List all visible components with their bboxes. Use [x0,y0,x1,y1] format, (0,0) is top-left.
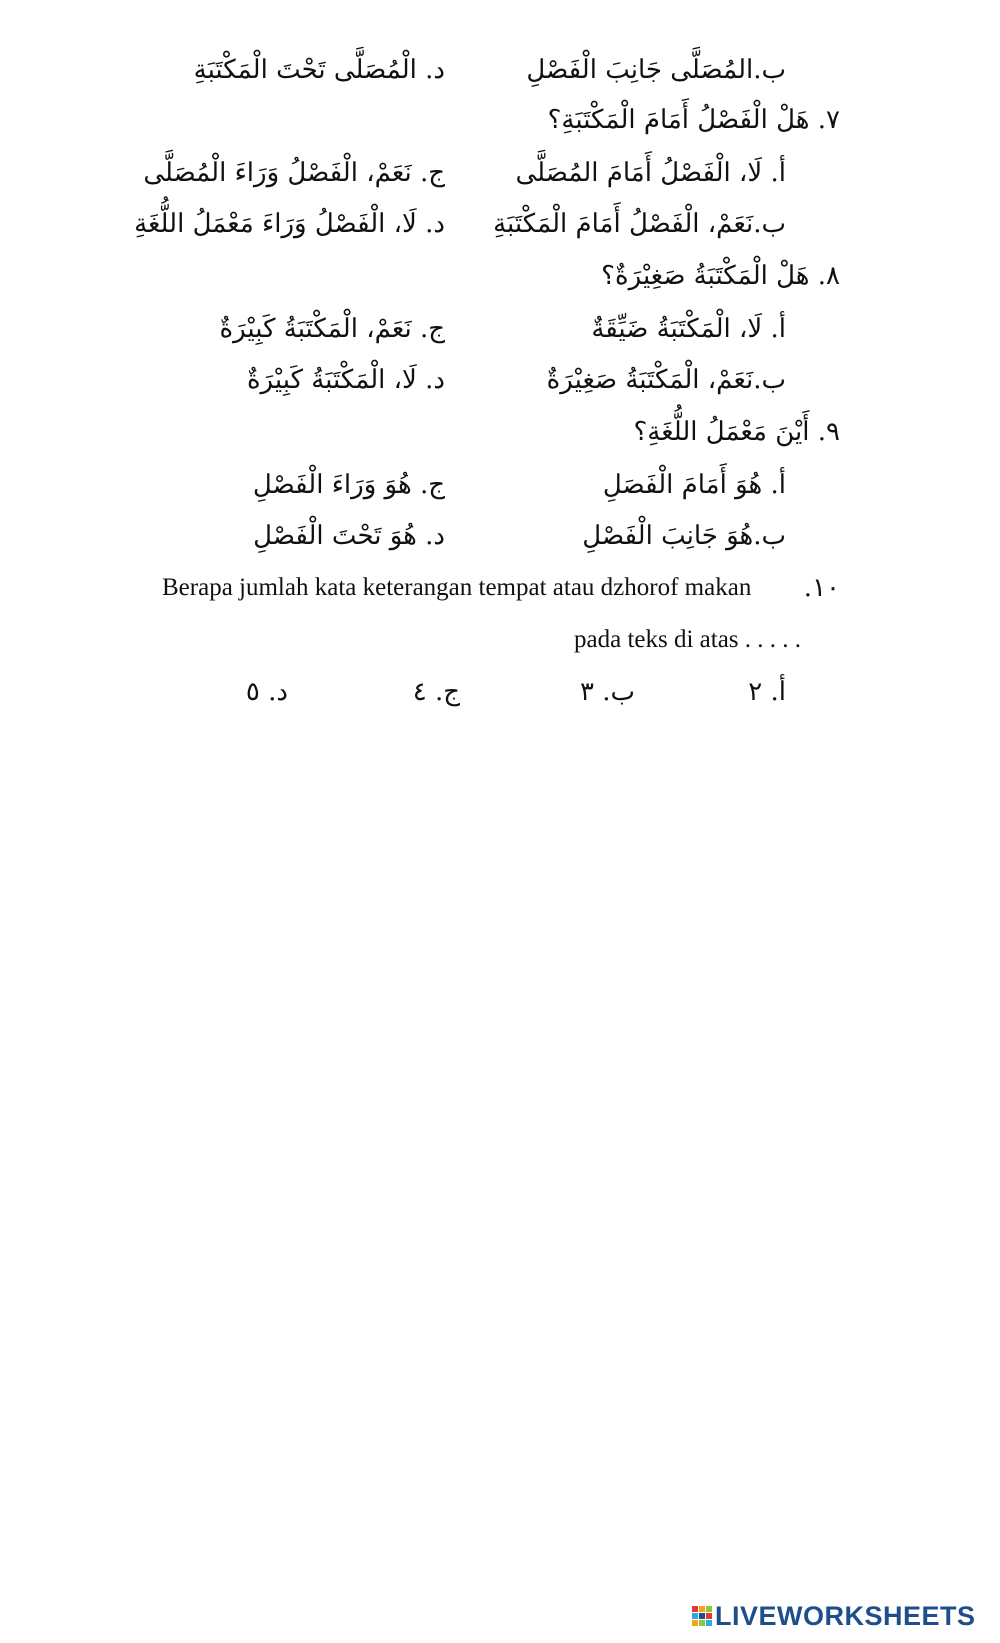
q6-option-b: ب.المُصَلَّى جَانِبَ الْفَصْلِ [526,55,786,85]
logo-grid-icon [692,1606,712,1626]
question-10-text: Berapa jumlah kata keterangan tempat atau dzhorof makan [162,574,752,601]
q7-option-a: أ. لَا، الْفَصْلُ أَمَامَ المُصَلَّى [515,158,786,188]
q9-option-d: د. هُوَ تَحْتَ الْفَصْلِ [253,521,445,551]
logo-square [692,1606,698,1612]
question-8: ٨. هَلْ الْمَكْتَبَةُ صَغِيْرَةٌ؟ [601,261,840,291]
logo-square [706,1620,712,1626]
question-10-text-cont: pada teks di atas . . . . . [574,626,802,653]
q8-option-b: ب.نَعَمْ، الْمَكْتَبَةُ صَغِيْرَةٌ [546,365,786,395]
liveworksheets-logo[interactable] [692,1598,976,1634]
logo-square [692,1620,698,1626]
question-7: ٧. هَلْ الْفَصْلُ أَمَامَ الْمَكْتَبَةِ؟ [547,105,840,135]
q10-option-d: د. ٥ [245,677,288,707]
logo-square [692,1613,698,1619]
logo-square [699,1620,705,1626]
question-10-number: ١٠. [803,573,840,603]
q9-option-b: ب.هُوَ جَانِبَ الْفَصْلِ [582,521,786,551]
q7-option-b: ب.نَعَمْ، الْفَصْلُ أَمَامَ الْمَكْتَبَةِ [493,209,786,239]
q10-option-c: ج. ٤ [412,677,460,707]
q10-option-a: أ. ٢ [748,677,786,707]
q9-option-a: أ. هُوَ أَمَامَ الْفَصَلِ [602,470,786,500]
q7-option-c: ج. نَعَمْ، الْفَصْلُ وَرَاءَ الْمُصَلَّى [143,158,445,188]
q6-option-d: د. الْمُصَلَّى تَحْتَ الْمَكْتَبَةِ [193,55,445,85]
logo-text: LIVEWORKSHEETS [715,1600,976,1631]
q9-option-c: ج. هُوَ وَرَاءَ الْفَصْلِ [252,470,445,500]
logo-square [706,1606,712,1612]
logo-square [699,1613,705,1619]
q10-option-b: ب. ٣ [580,677,635,707]
q8-option-c: ج. نَعَمْ، الْمَكْتَبَةُ كَبِيْرَةٌ [219,314,445,344]
logo-square [699,1606,705,1612]
q8-option-a: أ. لَا، الْمَكْتَبَةُ ضَيِّقَةٌ [591,314,786,344]
question-9: ٩. أَيْنَ مَعْمَلُ اللُّغَةِ؟ [633,417,840,447]
q8-option-d: د. لَا، الْمَكْتَبَةُ كَبِيْرَةٌ [246,365,445,395]
logo-square [706,1613,712,1619]
q7-option-d: د. لَا، الْفَصْلُ وَرَاءَ مَعْمَلُ اللُّغَةِ [134,209,445,239]
